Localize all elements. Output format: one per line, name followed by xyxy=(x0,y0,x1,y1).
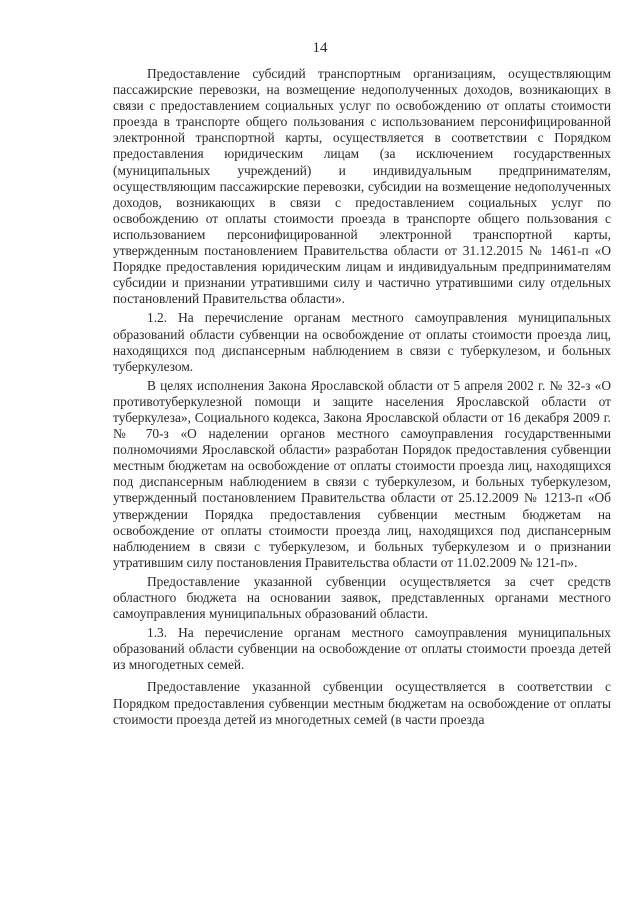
paragraph-tuberculosis-law: В целях исполнения Закона Ярославской области от 5 апреля 2002 г. № 32-з «О противотуберкулезной помощи и защите населения Ярославской области от туберкулеза», Социального кодекса, Закона Ярославской области от 16 декабря 2009 г. № 70-з «О наделении органов местного самоуправления государственными полномочиями Ярославской области» разработан Порядок предоставления субвенции местным бюджетам на освобождение от оплаты стоимости проезда лиц, находящихся под диспансерным наблюдением в связи с туберкулезом, и больных туберкулезом, утвержденный постановлением Правительства области от 25.12.2009 № 1213-п «Об утверждении Порядка предоставления субвенции местным бюджетам на освобождение от оплаты стоимости проезда лиц, находящихся под диспансерным наблюдением в связи с туберкулезом, и больных туберкулезом и о признании утратившим силу постановления Правительства области от 11.02.2009 № 121-п». xyxy=(113,377,611,570)
paragraph-1-2: 1.2. На перечисление органам местного самоуправления муниципальных образований области субвенции на освобождение от оплаты стоимости проезда лиц, находящихся под диспансерным наблюдением в связи с туберкулезом, и больных туберкулезом. xyxy=(113,310,611,374)
page-number: 14 xyxy=(312,40,328,56)
paragraph-large-families: Предоставление указанной субвенции осуществляется в соответствии с Порядком предоставления субвенции местным бюджетам на освобождение от оплаты стоимости проезда детей из многодетных семей (в части проезда xyxy=(113,679,611,727)
paragraph-1-3: 1.3. На перечисление органам местного самоуправления муниципальных образований области субвенции на освобождение от оплаты стоимости проезда детей из многодетных семей. xyxy=(113,625,611,673)
document-body xyxy=(113,66,611,728)
paragraph-subsidies-transport: Предоставление субсидий транспортным организациям, осуществляющим пассажирские перевозки, на возмещение недополученных доходов, возникающих в связи с предоставлением социальных услуг по освобождению от оплаты стоимости проезда в транспорте общего пользования с использованием персонифицированной электронной транспортной карты, осуществляется в соответствии с Порядком предоставления юридическим лицам (за исключением государственных (муниципальных учреждений) и индивидуальным предпринимателям, осуществляющим пассажирские перевозки, субсидии на возмещение недополученных доходов, возникающих в связи с предоставлением социальных услуг по освобождению от оплаты стоимости проезда в транспорте общего пользования с использованием персонифицированной электронной транспортной карты, утвержденным постановлением Правительства области от 31.12.2015 № 1461-п «О Порядке предоставления юридическим лицам и индивидуальным предпринимателям субсидии и признании утратившими силу и частично утратившими силу отдельных постановлений Правительства области». xyxy=(113,66,611,307)
paragraph-subvention-funding: Предоставление указанной субвенции осуществляется за счет средств областного бюджета на основании заявок, представленных органами местного самоуправления муниципальных образований области. xyxy=(113,573,611,622)
